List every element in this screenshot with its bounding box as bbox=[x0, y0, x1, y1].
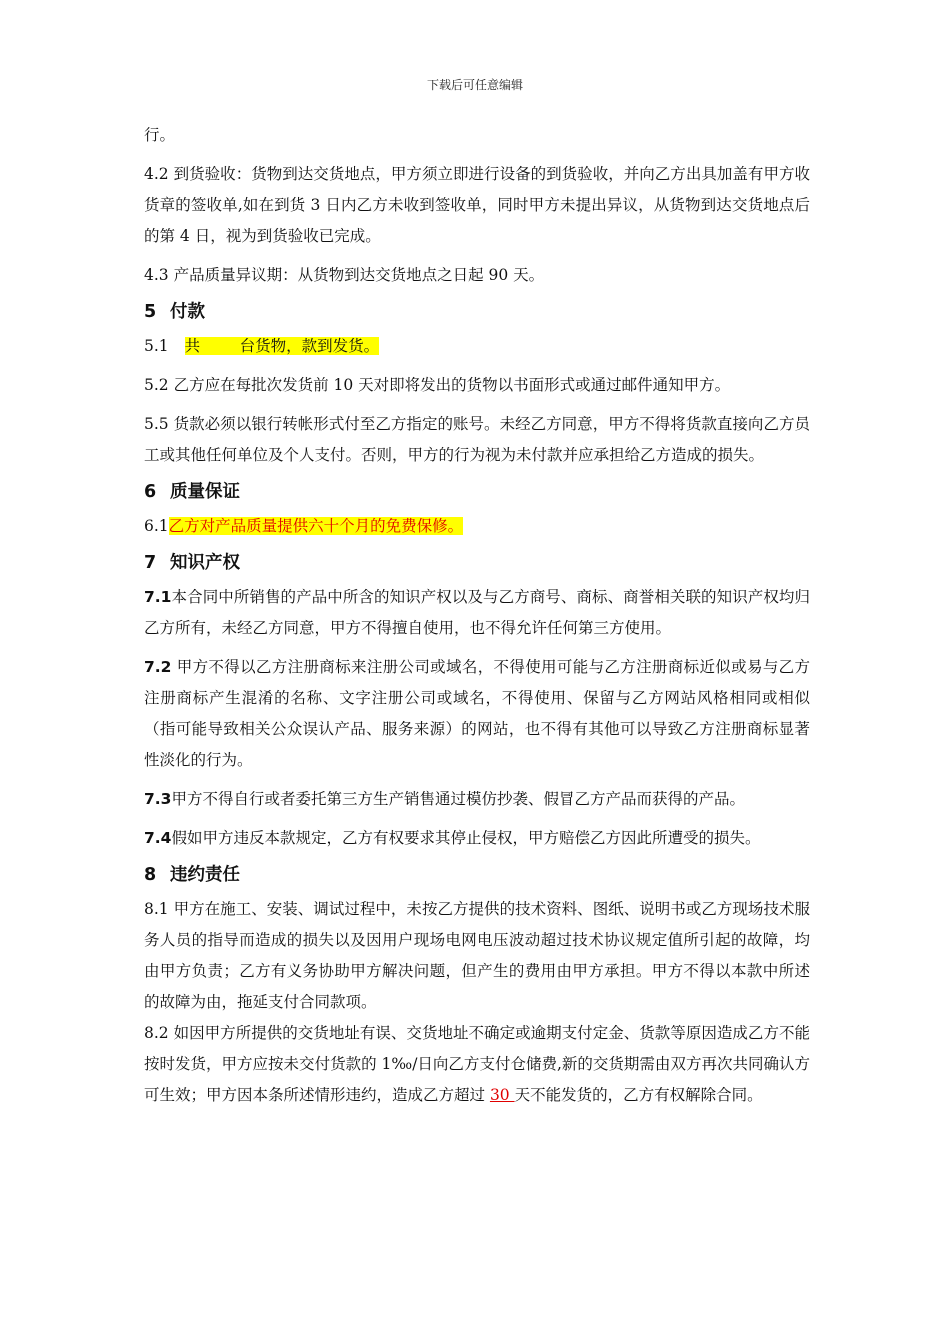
document-body bbox=[144, 120, 810, 1119]
paragraph-4-1-tail: 行。 bbox=[144, 126, 176, 144]
paragraph-8-2 bbox=[144, 1018, 810, 1111]
clause-text: 假如甲方违反本款规定，乙方有权要求其停止侵权，甲方赔偿乙方因此所遭受的损失。 bbox=[171, 829, 761, 847]
days-value: 30 bbox=[489, 1086, 515, 1104]
section-8-heading bbox=[144, 862, 810, 888]
paragraph-8-1: 8.1 甲方在施工、安装、调试过程中，未按乙方提供的技术资料、图纸、说明书或乙方现场技术服务人员的指导而造成的损失以及因用户现场电网电压波动超过技术协议规定值所引起的故障，均由甲方负责；乙方有义务协助甲方解决问题，但产生的费用由甲方承担。甲方不得以本款中所述的故障为由，拖延支付合同款项。 bbox=[144, 900, 810, 1011]
paragraph-4-3: 4.3 产品质量异议期：从货物到达交货地点之日起 90 天。 bbox=[144, 266, 545, 284]
page-header: 下载后可任意编辑 bbox=[426, 78, 523, 92]
clause-number: 6.1 bbox=[144, 517, 169, 535]
highlighted-text: 乙方对产品质量提供六十个月的免费保修。 bbox=[168, 517, 464, 535]
clause-text: 甲方不得自行或者委托第三方生产销售通过模仿抄袭、假冒乙方产品而获得的产品。 bbox=[171, 790, 745, 808]
section-title: 知识产权 bbox=[170, 553, 240, 573]
section-5-heading bbox=[144, 299, 810, 325]
section-title: 违约责任 bbox=[170, 865, 240, 885]
clause-number: 7.1 bbox=[144, 588, 172, 606]
clause-number: 7.4 bbox=[144, 829, 172, 847]
clause-text: 8.2 如因甲方所提供的交货地址有误、交货地址不确定或逾期支付定金、货款等原因造成乙方不能按时发货，甲方应按未交付货款的 1‰/日向乙方支付仓储费,新的交货期需由双方再次共同确认方可生效；甲方因本条所述情形违约，造成乙方超过 bbox=[144, 1024, 810, 1104]
paragraph-4-2: 4.2 到货验收：货物到达交货地点，甲方须立即进行设备的到货验收，并向乙方出具加盖有甲方收货章的签收单,如在到货 3 日内乙方未收到签收单，同时甲方未提出异议，从货物到达交货地点后的第 4 日，视为到货验收已完成。 bbox=[144, 165, 810, 245]
paragraph-5-2: 5.2 乙方应在每批次发货前 10 天对即将发出的货物以书面形式或通过邮件通知甲方。 bbox=[144, 376, 731, 394]
paragraph-5-5: 5.5 货款必须以银行转帐形式付至乙方指定的账号。未经乙方同意，甲方不得将货款直接向乙方员工或其他任何单位及个人支付。否则，甲方的行为视为未付款并应承担给乙方造成的损失。 bbox=[144, 415, 810, 464]
section-7-heading bbox=[144, 550, 810, 576]
paragraph-7-4 bbox=[144, 823, 810, 854]
section-title: 付款 bbox=[170, 302, 205, 322]
section-number: 5 bbox=[144, 302, 157, 322]
paragraph-7-1 bbox=[144, 582, 810, 644]
section-number: 7 bbox=[144, 553, 157, 573]
section-title: 质量保证 bbox=[170, 482, 240, 502]
paragraph-7-2 bbox=[144, 652, 810, 776]
clause-number: 7.3 bbox=[144, 790, 172, 808]
paragraph-5-1 bbox=[144, 331, 810, 362]
section-number: 6 bbox=[144, 482, 157, 502]
paragraph-6-1 bbox=[144, 511, 810, 542]
clause-text: 天不能发货的，乙方有权解除合同。 bbox=[514, 1086, 763, 1104]
clause-text: 甲方不得以乙方注册商标来注册公司或域名，不得使用可能与乙方注册商标近似或易与乙方注册商标产生混淆的名称、文字注册公司或域名，不得使用、保留与乙方网站风格相同或相似（指可能导致相关公众误认产品、服务来源）的网站，也不得有其他可以导致乙方注册商标显著性淡化的行为。 bbox=[144, 658, 810, 769]
clause-text: 本合同中所销售的产品中所含的知识产权以及与乙方商号、商标、商誉相关联的知识产权均归乙方所有，未经乙方同意，甲方不得擅自使用，也不得允许任何第三方使用。 bbox=[144, 588, 810, 637]
section-6-heading bbox=[144, 479, 810, 505]
paragraph-7-3 bbox=[144, 784, 810, 815]
section-number: 8 bbox=[144, 865, 157, 885]
highlighted-text: 共 台货物，款到发货。 bbox=[184, 337, 380, 355]
clause-number: 7.2 bbox=[144, 658, 172, 676]
clause-number: 5.1 bbox=[144, 337, 169, 355]
